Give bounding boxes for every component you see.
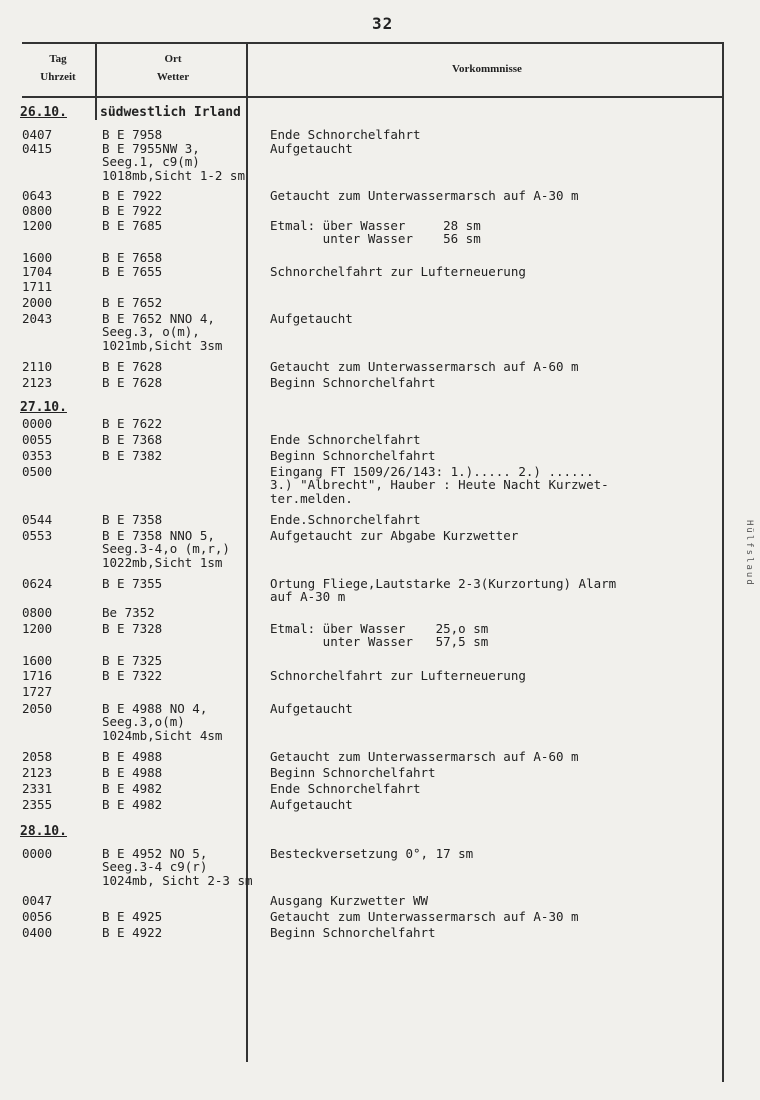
header-vorkommnisse: Vorkommnisse bbox=[452, 63, 522, 75]
entry-ort-wetter: Seeg.3,o(m) bbox=[102, 714, 185, 730]
entry-ort-wetter: Seeg.3-4,o (m,r,) bbox=[102, 541, 230, 557]
entry-time: 2000 bbox=[22, 295, 53, 310]
entry-vorkommnis: Ende.Schnorchelfahrt bbox=[270, 512, 421, 527]
entry-vorkommnis: Getaucht zum Unterwassermarsch auf A-30 m bbox=[270, 188, 579, 203]
margin-note: Hülfslaud bbox=[744, 520, 754, 587]
entry-vorkommnis: Etmal: über Wasser 25,o sm bbox=[270, 621, 489, 636]
entry-ort-wetter: 1024mb, Sicht 2-3 sm bbox=[102, 872, 253, 888]
entry-ort-wetter: Seeg.3, o(m), bbox=[102, 324, 200, 340]
entry-ort-wetter: B E 4988 bbox=[102, 749, 163, 764]
entry-ort-wetter: B E 4925 bbox=[102, 909, 163, 924]
entry-ort-wetter: B E 4952 NO 5, bbox=[102, 846, 208, 861]
entry-vorkommnis: 3.) "Albrecht", Hauber : Heute Nacht Kurzwet- bbox=[270, 477, 609, 493]
page-number: 32 bbox=[372, 14, 394, 33]
entry-vorkommnis: ter.melden. bbox=[270, 490, 353, 506]
entry-time: 2355 bbox=[22, 797, 53, 812]
entry-ort-wetter: B E 4982 bbox=[102, 797, 163, 812]
entry-time: 2043 bbox=[22, 311, 53, 326]
entry-ort-wetter: Seeg.3-4 c9(r) bbox=[102, 859, 208, 875]
entry-date: 27.10. bbox=[20, 400, 67, 415]
entry-vorkommnis: Beginn Schnorchelfahrt bbox=[270, 765, 436, 780]
entry-time: 1704 bbox=[22, 264, 53, 279]
entry-time: 1200 bbox=[22, 218, 53, 233]
header-wetter: Wetter bbox=[156, 71, 190, 83]
header-ort-wetter bbox=[96, 50, 250, 86]
entry-ort-wetter: B E 7658 bbox=[102, 250, 163, 265]
entry-time: 2123 bbox=[22, 765, 53, 780]
entry-ort-wetter: B E 7328 bbox=[102, 621, 163, 636]
entry-ort-wetter: 1021mb,Sicht 3sm bbox=[102, 337, 223, 353]
entry-ort-wetter: B E 4988 bbox=[102, 765, 163, 780]
entry-time: 1727 bbox=[22, 684, 53, 699]
entry-ort-wetter: B E 7325 bbox=[102, 653, 163, 668]
entry-ort-wetter: B E 7955NW 3, bbox=[102, 141, 200, 156]
entry-ort-wetter: 1024mb,Sicht 4sm bbox=[102, 727, 223, 743]
header-bottom-rule bbox=[22, 96, 724, 98]
entry-time: 0055 bbox=[22, 432, 53, 447]
entry-ort-wetter: B E 7358 bbox=[102, 512, 163, 527]
entry-vorkommnis: Schnorchelfahrt zur Lufterneuerung bbox=[270, 264, 526, 279]
entry-time: 2123 bbox=[22, 375, 53, 390]
entry-ort-wetter: B E 7622 bbox=[102, 416, 163, 431]
entry-time: 0407 bbox=[22, 127, 53, 142]
entry-time: 0415 bbox=[22, 141, 53, 156]
entry-time: 1600 bbox=[22, 250, 53, 265]
entry-vorkommnis: Getaucht zum Unterwassermarsch auf A-30 m bbox=[270, 909, 579, 924]
entry-ort-wetter: B E 7368 bbox=[102, 432, 163, 447]
entry-vorkommnis: Aufgetaucht bbox=[270, 141, 353, 156]
entry-time: 0000 bbox=[22, 846, 53, 861]
entry-ort-wetter: B E 7358 NNO 5, bbox=[102, 528, 215, 543]
entry-vorkommnis: Schnorchelfahrt zur Lufterneuerung bbox=[270, 668, 526, 683]
entry-time: 0800 bbox=[22, 203, 53, 218]
entry-vorkommnis: Beginn Schnorchelfahrt bbox=[270, 448, 436, 463]
column-divider-ort bbox=[246, 42, 248, 1062]
entry-time: 0047 bbox=[22, 893, 53, 908]
entry-vorkommnis: auf A-30 m bbox=[270, 589, 346, 605]
entry-ort-wetter: B E 7685 bbox=[102, 218, 163, 233]
header-top-rule bbox=[22, 42, 724, 44]
entry-vorkommnis: unter Wasser 56 sm bbox=[270, 231, 481, 247]
entry-time: 1716 bbox=[22, 668, 53, 683]
header-tag: Tag bbox=[49, 53, 67, 65]
entry-time: 1711 bbox=[22, 279, 53, 294]
entry-ort-wetter: B E 7322 bbox=[102, 668, 163, 683]
entry-vorkommnis: Aufgetaucht zur Abgabe Kurzwetter bbox=[270, 528, 519, 543]
entry-time: 2331 bbox=[22, 781, 53, 796]
entry-ort-wetter: Seeg.1, c9(m) bbox=[102, 154, 200, 170]
entry-vorkommnis: Ende Schnorchelfahrt bbox=[270, 432, 421, 447]
entry-vorkommnis: Aufgetaucht bbox=[270, 797, 353, 812]
entry-vorkommnis: unter Wasser 57,5 sm bbox=[270, 634, 489, 650]
entry-ort-wetter: B E 7382 bbox=[102, 448, 163, 463]
entry-time: 0624 bbox=[22, 576, 53, 591]
column-divider-right bbox=[722, 42, 724, 1082]
entry-ort-wetter: B E 4922 bbox=[102, 925, 163, 940]
entry-ort-wetter: 1022mb,Sicht 1sm bbox=[102, 554, 223, 570]
entry-time: 0643 bbox=[22, 188, 53, 203]
entry-ort-wetter: B E 4988 NO 4, bbox=[102, 701, 208, 716]
entry-time: 0500 bbox=[22, 464, 53, 479]
entry-ort-wetter: B E 7922 bbox=[102, 188, 163, 203]
entry-date: 28.10. bbox=[20, 824, 67, 839]
entry-vorkommnis: Ortung Fliege,Lautstarke 2-3(Kurzortung) Alarm bbox=[270, 576, 617, 591]
entry-vorkommnis: Ende Schnorchelfahrt bbox=[270, 781, 421, 796]
entry-time: 0000 bbox=[22, 416, 53, 431]
entry-time: 0553 bbox=[22, 528, 53, 543]
entry-ort-wetter: B E 7958 bbox=[102, 127, 163, 142]
entry-vorkommnis: Besteckversetzung 0°, 17 sm bbox=[270, 846, 474, 861]
entry-vorkommnis: Ende Schnorchelfahrt bbox=[270, 127, 421, 142]
entry-ort-wetter: B E 7652 NNO 4, bbox=[102, 311, 215, 326]
entry-ort-wetter: B E 7655 bbox=[102, 264, 163, 279]
entry-time: 0400 bbox=[22, 925, 53, 940]
entry-vorkommnis: Beginn Schnorchelfahrt bbox=[270, 925, 436, 940]
entry-ort-wetter: B E 7652 bbox=[102, 295, 163, 310]
entry-ort-wetter: Be 7352 bbox=[102, 605, 155, 620]
entry-time: 2050 bbox=[22, 701, 53, 716]
header-uhrzeit: Uhrzeit bbox=[40, 71, 76, 83]
entry-vorkommnis: Getaucht zum Unterwassermarsch auf A-60 m bbox=[270, 749, 579, 764]
entry-ort-wetter: B E 7628 bbox=[102, 375, 163, 390]
entry-vorkommnis: Ausgang Kurzwetter WW bbox=[270, 893, 429, 908]
entry-vorkommnis: Etmal: über Wasser 28 sm bbox=[270, 218, 481, 233]
entry-time: 0353 bbox=[22, 448, 53, 463]
entry-vorkommnis: Eingang FT 1509/26/143: 1.)..... 2.) ...... bbox=[270, 464, 594, 479]
entry-vorkommnis: Beginn Schnorchelfahrt bbox=[270, 375, 436, 390]
entry-date: 26.10. bbox=[20, 105, 67, 120]
entry-vorkommnis: Aufgetaucht bbox=[270, 701, 353, 716]
entry-ort-wetter: B E 7355 bbox=[102, 576, 163, 591]
entry-vorkommnis: Aufgetaucht bbox=[270, 311, 353, 326]
entry-vorkommnis: Getaucht zum Unterwassermarsch auf A-60 m bbox=[270, 359, 579, 374]
header-tag-uhrzeit bbox=[22, 50, 94, 86]
entry-time: 0544 bbox=[22, 512, 53, 527]
entry-time: 2110 bbox=[22, 359, 53, 374]
entry-time: 1600 bbox=[22, 653, 53, 668]
entry-time: 2058 bbox=[22, 749, 53, 764]
entry-ort-wetter: B E 7628 bbox=[102, 359, 163, 374]
entry-ort-wetter: B E 7922 bbox=[102, 203, 163, 218]
column-divider-time bbox=[95, 42, 97, 120]
entry-time: 1200 bbox=[22, 621, 53, 636]
entry-time: 0056 bbox=[22, 909, 53, 924]
header-ort: Ort bbox=[164, 53, 182, 65]
entry-ort-wetter: 1018mb,Sicht 1-2 sm bbox=[102, 167, 245, 183]
entry-ort-wetter: B E 4982 bbox=[102, 781, 163, 796]
entry-time: 0800 bbox=[22, 605, 53, 620]
